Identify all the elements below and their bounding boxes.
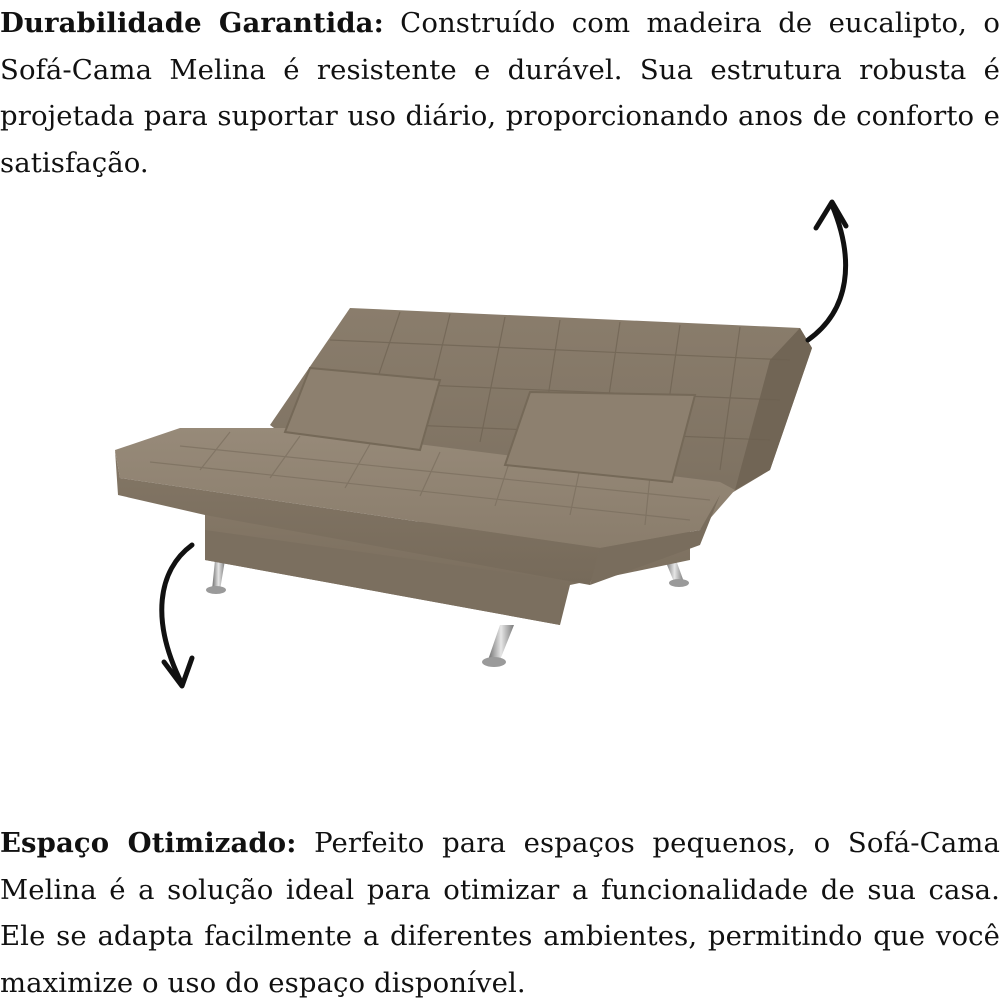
section-heading: Espaço Otimizado: xyxy=(0,827,297,859)
arrow-up-curved-icon xyxy=(808,205,846,340)
section-body: Construído com madeira de eucalipto, o Sofá-Cama Melina é resistente e durável. Sua estrutura robusta é projetada para suportar uso diário, proporcionando anos de conforto e satisfação. xyxy=(0,7,1000,179)
section-body: Perfeito para espaços pequenos, o Sofá-Cama Melina é a solução ideal para otimizar a funcionalidade de sua casa. Ele se adapta facilmente a diferentes ambientes, permitindo que você maximize o uso do espaço disponível. xyxy=(0,827,1000,999)
section-espaco xyxy=(0,820,1000,1006)
sofa-bed-illustration xyxy=(0,180,1000,820)
section-durabilidade xyxy=(0,0,1000,186)
section-heading: Durabilidade Garantida: xyxy=(0,7,384,39)
